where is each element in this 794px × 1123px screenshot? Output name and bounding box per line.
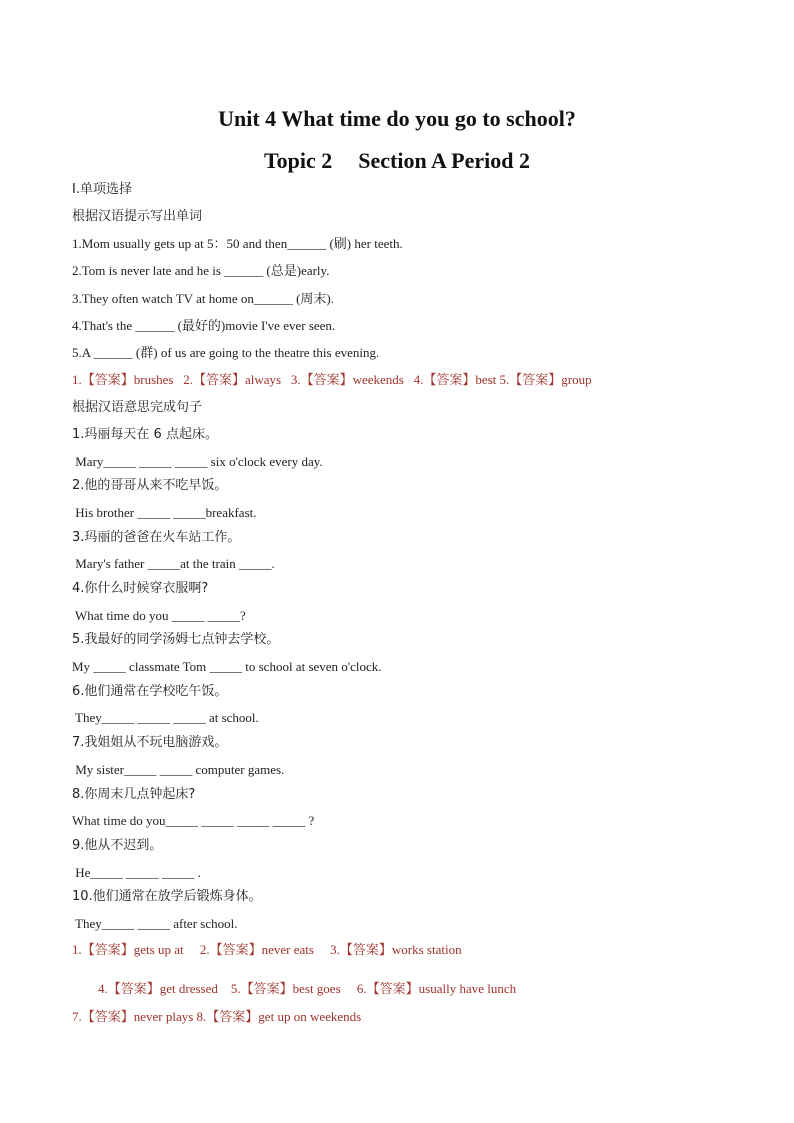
- part2-item-chinese: 6.他们通常在学校吃午饭。: [72, 684, 228, 699]
- part2-item-english: His brother _____ _____breakfast.: [72, 505, 257, 520]
- part2-item-chinese: 2.他的哥哥从来不吃早饭。: [72, 478, 228, 493]
- part1-question: 5.A ______ (群) of us are going to the theatre this evening.: [72, 345, 380, 360]
- part2-answers-line: 1.【答案】gets up at 2.【答案】never eats 3.【答案】works station: [72, 942, 462, 957]
- page-title: Unit 4 What time do you go to school?: [218, 106, 576, 131]
- part2-item-english: They_____ _____ after school.: [72, 916, 238, 931]
- part2-item-english: Mary_____ _____ _____ six o'clock every day.: [72, 454, 323, 469]
- part1-instruction: 根据汉语提示写出单词: [72, 209, 203, 224]
- part2-item-english: My _____ classmate Tom _____ to school at seven o'clock.: [72, 659, 382, 674]
- part2-item-chinese: 5.我最好的同学汤姆七点钟去学校。: [72, 632, 280, 647]
- part2-item-chinese: 9.他从不迟到。: [72, 838, 163, 853]
- part2-item-chinese: 3.玛丽的爸爸在火车站工作。: [72, 530, 241, 545]
- part1-question: 1.Mom usually gets up at 5：50 and then______ (刷) her teeth.: [72, 236, 403, 251]
- part2-item-english: My sister_____ _____ computer games.: [72, 762, 285, 777]
- part2-item-chinese: 10.他们通常在放学后锻炼身体。: [72, 889, 262, 904]
- subtitle-topic: Topic 2: [264, 148, 333, 173]
- subtitle-section: Section A Period 2: [358, 148, 530, 173]
- part2-item-chinese: 8.你周末几点钟起床?: [72, 787, 196, 802]
- part2-item-english: They_____ _____ _____ at school.: [72, 710, 259, 725]
- section-heading: I.单项选择: [72, 182, 132, 197]
- part1-question: 4.That's the ______ (最好的)movie I've ever seen.: [72, 318, 336, 333]
- part2-answers-line: 4.【答案】get dressed 5.【答案】best goes 6.【答案】usually have lunch: [98, 981, 517, 996]
- part1-answers: 1.【答案】brushes 2.【答案】always 3.【答案】weekends 4.【答案】best 5.【答案】group: [72, 372, 592, 387]
- part2-item-english: What time do you _____ _____?: [72, 608, 246, 623]
- part2-item-chinese: 4.你什么时候穿衣服啊?: [72, 581, 209, 596]
- part2-item-chinese: 7.我姐姐从不玩电脑游戏。: [72, 735, 228, 750]
- part2-instruction: 根据汉语意思完成句子: [72, 400, 203, 415]
- part2-item-english: What time do you_____ _____ _____ _____ ?: [72, 813, 315, 828]
- part2-item-english: He_____ _____ _____ .: [72, 865, 201, 880]
- part1-question: 3.They often watch TV at home on______ (周末).: [72, 291, 334, 306]
- page-subtitle: [0, 148, 794, 174]
- part2-item-chinese: 1.玛丽每天在 6 点起床。: [72, 427, 218, 442]
- part2-item-english: Mary's father _____at the train _____.: [72, 556, 275, 571]
- part1-question: 2.Tom is never late and he is ______ (总是)early.: [72, 263, 330, 278]
- part2-answers-line: 7.【答案】never plays 8.【答案】get up on weekends: [72, 1009, 362, 1024]
